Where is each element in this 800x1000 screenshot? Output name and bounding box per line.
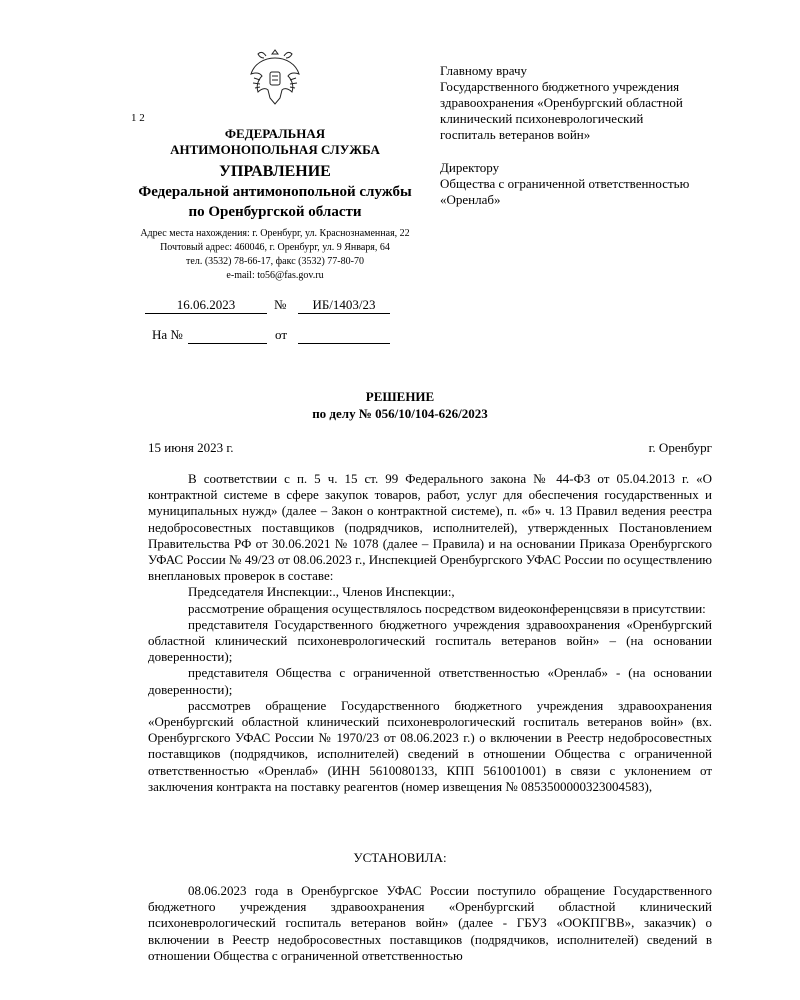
number-label: № xyxy=(274,297,287,312)
addressee-line: Главному врачу xyxy=(440,63,528,78)
addressee-line: Государственного бюджетного учреждения xyxy=(440,79,680,94)
address-line: Адрес места нахождения: г. Оренбург, ул. Краснознаменная, 22 xyxy=(140,228,410,239)
body-paragraph: рассмотрев обращение Государственного бюджетного учреждения здравоохранения «Оренбургский областной клинический психоневрологический госпиталь ветеранов войн» (вх. Оренбургского УФАС России № 1970/23 от 08.06.2023 г.) о включении в Реестр недобросовестных поставщиков (подрядчиков, исполнителей) сведений в отношении Общества с ограниченной ответственностью «Оренлаб» (ИНН 5610080133, КПП 561001001) в связи с уклонением от заключения контракта на поставку реагентов (номер извещения № 0853500000323004583), xyxy=(148,697,712,794)
contact-block xyxy=(115,227,435,283)
body-paragraph: В соответствии с п. 5 ч. 15 ст. 99 Федерального закона № 44-ФЗ от 05.04.2013 г. «О контрактной системе в сфере закупок товаров, работ, услуг для обеспечения государственных и муниципальных нужд» (далее – Закон о контрактной системе), п. «б» ч. 13 Правил ведения реестра недобросовестных поставщиков (подрядчиков, исполнителей), утвержденных Постановлением Правительства РФ от 30.06.2021 № 1078 (далее – Правила) и на основании Приказа Оренбургского УФАС России № 49/23 от 08.06.2023 г., Инспекцией Оренбургского УФАС России по осуществлению внеплановых проверок в составе: xyxy=(148,471,712,584)
ref-date-field xyxy=(298,327,390,344)
page-number: 1 2 xyxy=(131,112,145,124)
addressee-director xyxy=(440,160,740,208)
phone-line: тел. (3532) 78-66-17, факс (3532) 77-80-70 xyxy=(186,256,364,267)
coat-of-arms-icon xyxy=(246,46,304,108)
body-paragraph: представителя Государственного бюджетного учреждения здравоохранения «Оренбургский областной клинический психоневрологический госпиталь ветеранов войн» – (на основании доверенности); xyxy=(148,616,712,665)
email-line: e-mail: to56@fas.gov.ru xyxy=(226,270,324,281)
org-name xyxy=(120,126,430,158)
dept-name-line1: Федеральной антимонопольной службы xyxy=(138,184,412,200)
body-paragraph: представителя Общества с ограниченной ответственностью «Оренлаб» - (на основании доверенности); xyxy=(148,665,712,697)
postal-line: Почтовый адрес: 460046, г. Оренбург, ул. 9 Января, 64 xyxy=(160,242,390,253)
addressee-line: клинический психоневрологический xyxy=(440,111,644,126)
addressee-line: «Оренлаб» xyxy=(440,192,501,207)
ref-number-field xyxy=(188,327,267,344)
addressee-line: Директору xyxy=(440,160,500,175)
ref-label: На № xyxy=(152,327,183,342)
dept-name-line2: по Оренбургской области xyxy=(188,204,362,220)
case-number: по делу № 056/10/104-626/2023 xyxy=(312,406,488,421)
addressee-line: госпиталь ветеранов войн» xyxy=(440,127,591,142)
dept-name xyxy=(120,182,430,222)
addressee-line: здравоохранения «Оренбургский областной xyxy=(440,95,683,110)
addressee-chief-doctor xyxy=(440,63,740,143)
decision-date: 15 июня 2023 г. xyxy=(148,440,234,455)
body-paragraph: рассмотрение обращения осуществлялось посредством видеоконференцсвязи в присутствии: xyxy=(188,600,706,616)
decision-city: г. Оренбург xyxy=(648,440,712,455)
decision-body xyxy=(148,471,712,795)
org-name-line1: ФЕДЕРАЛЬНАЯ xyxy=(224,126,326,141)
registration-number: ИБ/1403/23 xyxy=(298,297,390,314)
from-label: от xyxy=(275,327,288,342)
org-name-line2: АНТИМОНОПОЛЬНАЯ СЛУЖБА xyxy=(170,142,380,157)
document-title: РЕШЕНИЕ xyxy=(365,389,435,404)
body-paragraph: 08.06.2023 года в Оренбургское УФАС России поступило обращение Государственного бюджетного учреждения здравоохранения «Оренбургский областной клинический психоневрологический госпиталь ветеранов войн» (далее - ГБУЗ «ООКПГВВ», заказчик) о включении в Реестр недобросовестных поставщиков (подрядчиков, исполнителей) сведений в отношении Общества с ограниченной ответственностью xyxy=(148,883,712,963)
body-paragraph: Председателя Инспекции:., Членов Инспекции:, xyxy=(188,584,455,600)
findings-body xyxy=(148,883,712,964)
section-title: УСТАНОВИЛА: xyxy=(353,850,447,865)
dept-title: УПРАВЛЕНИЕ xyxy=(219,163,331,180)
addressee-line: Общества с ограниченной ответственностью xyxy=(440,176,690,191)
registration-date: 16.06.2023 xyxy=(145,297,267,314)
